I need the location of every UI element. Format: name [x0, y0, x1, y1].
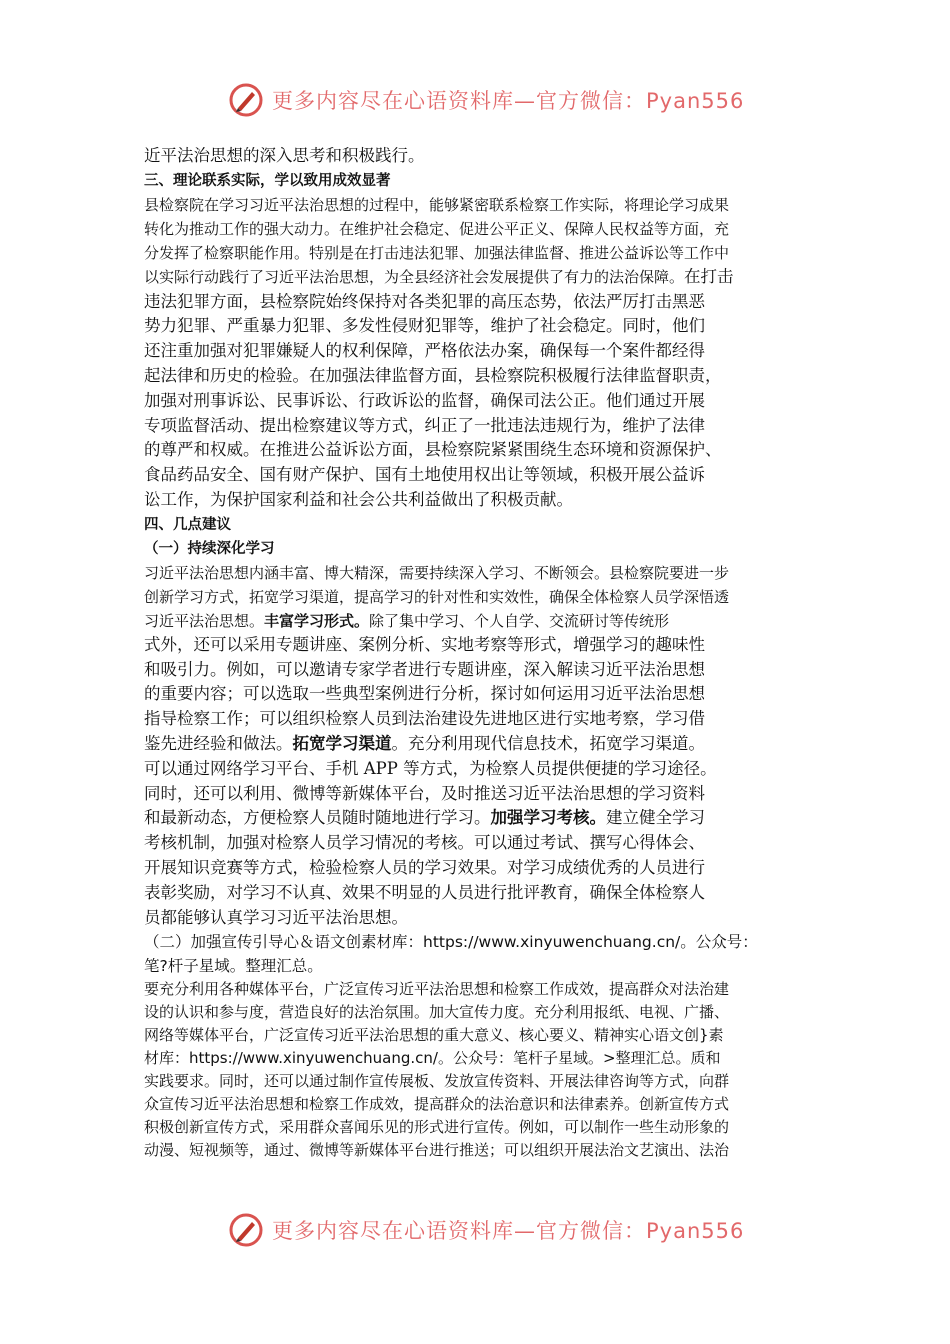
text-line	[144, 488, 810, 513]
text-line	[144, 585, 810, 609]
pen-logo-icon	[228, 82, 264, 118]
text-segment: 和吸引力。例如，可以邀请专家学者进行专题讲座，深入解读习近平法治思想	[144, 659, 705, 679]
text-line	[144, 707, 810, 732]
text-segment: 习近平法治思想。	[144, 611, 265, 630]
text-segment: 四、几点建议	[144, 516, 231, 533]
text-line	[144, 314, 810, 339]
document-body	[144, 144, 810, 1162]
text-line	[144, 881, 810, 906]
text-line	[144, 954, 810, 978]
text-line	[144, 217, 810, 241]
text-segment: 讼工作，为保护国家利益和社会公共利益做出了积极贡献。	[144, 489, 573, 509]
text-line	[144, 930, 810, 954]
text-line	[144, 463, 810, 488]
watermark-text: 更多内容尽在心语资料库—官方微信：Pyan556	[272, 89, 745, 113]
bold-keyword: 加强学习考核。	[490, 808, 606, 828]
text-segment: 笔?杆子星域。整理汇总。	[144, 957, 323, 976]
text-segment: 三、理论联系实际，学以致用成效显著	[144, 172, 391, 189]
text-line	[144, 1093, 810, 1116]
text-segment: 还注重加强对犯罪嫌疑人的权利保障，严格依法办案，确保每一个案件都经得	[144, 341, 705, 361]
text-segment: （二）加强宣传引导心＆语文创素材库：https://www.xinyuwenchuang.cn/。公众号：	[144, 933, 758, 952]
text-segment: 的尊严和权威。在推进公益诉讼方面，县检察院紧紧围绕生态环境和资源保护、	[144, 440, 722, 460]
text-segment: 近平法治思想的深入思考和积极践行。	[144, 146, 425, 165]
text-segment: （一）持续深化学习	[144, 540, 275, 557]
text-line	[144, 906, 810, 931]
text-segment: 专项监督活动、提出检察建议等方式，纠正了一批违法违规行为，维护了法律	[144, 415, 705, 435]
text-line	[144, 757, 810, 782]
text-segment: 加强对刑事诉讼、民事诉讼、行政诉讼的监督，确保司法公正。他们通过开展	[144, 390, 705, 410]
text-segment: 积极创新宣传方式，采用群众喜闻乐见的形式进行宣传。例如，可以制作一些生动形象的	[144, 1118, 730, 1137]
text-segment: 转化为推动工作的强大动力。在维护社会稳定、促进公平正义、保障人民权益等方面，充	[144, 219, 730, 238]
text-segment: 起法律和历史的检验。在加强法律监督方面，县检察院积极履行法律监督职责，	[144, 365, 722, 385]
text-line	[144, 856, 810, 881]
text-segment: 实践要求。同时，还可以通过制作宣传展板、发放宣传资料、开展法律咨询等方式，向群	[144, 1072, 730, 1091]
pen-logo-icon	[228, 1212, 264, 1248]
text-segment: 众宣传习近平法治思想和检察工作成效，提高群众的法治意识和法律素养。创新宣传方式	[144, 1095, 730, 1114]
text-line	[144, 1070, 810, 1093]
section-heading	[144, 537, 810, 561]
text-segment: 开展知识竞赛等方式，检验检察人员的学习效果。对学习成绩优秀的人员进行	[144, 857, 705, 877]
text-line	[144, 193, 810, 217]
text-segment: 和最新动态，方便检察人员随时随地进行学习。	[144, 808, 491, 828]
text-segment: 材库：https://www.xinyuwenchuang.cn/。公众号：笔杆子星域。>整理汇总。质和	[144, 1049, 721, 1068]
text-segment: 设的认识和参与度，营造良好的法治氛围。加大宣传力度。充分利用报纸、电视、广播、	[144, 1003, 730, 1022]
text-line	[144, 144, 810, 169]
text-line	[144, 339, 810, 364]
watermark-banner-top	[228, 80, 744, 120]
watermark-text: 更多内容尽在心语资料库—官方微信：Pyan556	[272, 1219, 745, 1243]
text-segment: 员都能够认真学习习近平法治思想。	[144, 907, 408, 927]
text-segment: 势力犯罪、严重暴力犯罪、多发性侵财犯罪等，维护了社会稳定。同时，他们	[144, 316, 705, 336]
text-segment: 的重要内容；可以选取一些典型案例进行分析，探讨如何运用习近平法治思想	[144, 684, 705, 704]
text-line	[144, 1024, 810, 1047]
text-segment: 在打击	[684, 266, 734, 286]
text-segment: 表彰奖励，对学习不认真、效果不明显的人员进行批评教育，确保全体检察人	[144, 882, 705, 902]
text-line	[144, 633, 810, 658]
text-segment: 食品药品安全、国有财产保护、国有土地使用权出让等领域，积极开展公益诉	[144, 465, 705, 485]
text-segment: 。充分利用现代信息技术，拓宽学习渠道。	[391, 733, 705, 753]
text-line	[144, 1047, 810, 1070]
text-segment: 式外，还可以采用专题讲座、案例分析、实地考察等形式，增强学习的趣味性	[144, 634, 705, 654]
text-segment: 考核机制，加强对检察人员学习情况的考核。可以通过考试、撰写心得体会、	[144, 833, 705, 853]
text-line	[144, 806, 810, 831]
text-segment: 除了集中学习、个人自学、交流研讨等传统形	[369, 611, 670, 630]
text-segment: 要充分利用各种媒体平台，广泛宣传习近平法治思想和检察工作成效，提高群众对法治建	[144, 980, 730, 999]
text-segment: 同时，还可以利用、微博等新媒体平台，及时推送习近平法治思想的学习资料	[144, 783, 705, 803]
text-line	[144, 831, 810, 856]
text-segment: 网络等媒体平台，广泛宣传习近平法治思想的重大意义、核心要义、精神实心语文创}素	[144, 1026, 724, 1045]
text-line	[144, 682, 810, 707]
text-segment: 动漫、短视频等，通过、微博等新媒体平台进行推送；可以组织开展法治文艺演出、法治	[144, 1141, 730, 1160]
text-line	[144, 1116, 810, 1139]
text-segment: 违法犯罪方面，县检察院始终保持对各类犯罪的高压态势，依法严厉打击黑恶	[144, 291, 705, 311]
text-line	[144, 978, 810, 1001]
text-line	[144, 438, 810, 463]
text-line	[144, 658, 810, 683]
text-line	[144, 732, 810, 757]
text-segment: 指导检察工作；可以组织检察人员到法治建设先进地区进行实地考察，学习借	[144, 709, 705, 729]
text-segment: 鉴先进经验和做法。	[144, 733, 293, 753]
text-line	[144, 561, 810, 585]
bold-keyword: 丰富学习形式。	[264, 611, 370, 630]
watermark-banner-bottom	[228, 1210, 744, 1250]
text-segment: 县检察院在学习习近平法治思想的过程中，能够紧密联系检察工作实际，将理论学习成果	[144, 195, 730, 214]
text-line	[144, 265, 810, 290]
text-line	[144, 290, 810, 315]
text-segment: 创新学习方式，拓宽学习渠道，提高学习的针对性和实效性，确保全体检察人员学深悟透	[144, 587, 730, 606]
text-line	[144, 241, 810, 265]
text-line	[144, 414, 810, 439]
text-line	[144, 609, 810, 633]
text-segment: 分发挥了检察职能作用。特别是在打击违法犯罪、加强法律监督、推进公益诉讼等工作中	[144, 243, 730, 262]
section-heading	[144, 513, 810, 537]
text-line	[144, 1139, 810, 1162]
bold-keyword: 拓宽学习渠道	[292, 733, 392, 753]
text-line	[144, 782, 810, 807]
text-line	[144, 389, 810, 414]
text-line	[144, 364, 810, 389]
section-heading	[144, 169, 810, 193]
text-segment: 以实际行动践行了习近平法治思想，为全县经济社会发展提供了有力的法治保障。	[144, 267, 685, 286]
text-segment: 建立健全学习	[606, 808, 705, 828]
text-segment: 可以通过网络学习平台、手机 APP 等方式，为检察人员提供便捷的学习途径。	[144, 758, 717, 778]
text-line	[144, 1001, 810, 1024]
text-segment: 习近平法治思想内涵丰富、博大精深，需要持续深入学习、不断领会。县检察院要进一步	[144, 563, 730, 582]
